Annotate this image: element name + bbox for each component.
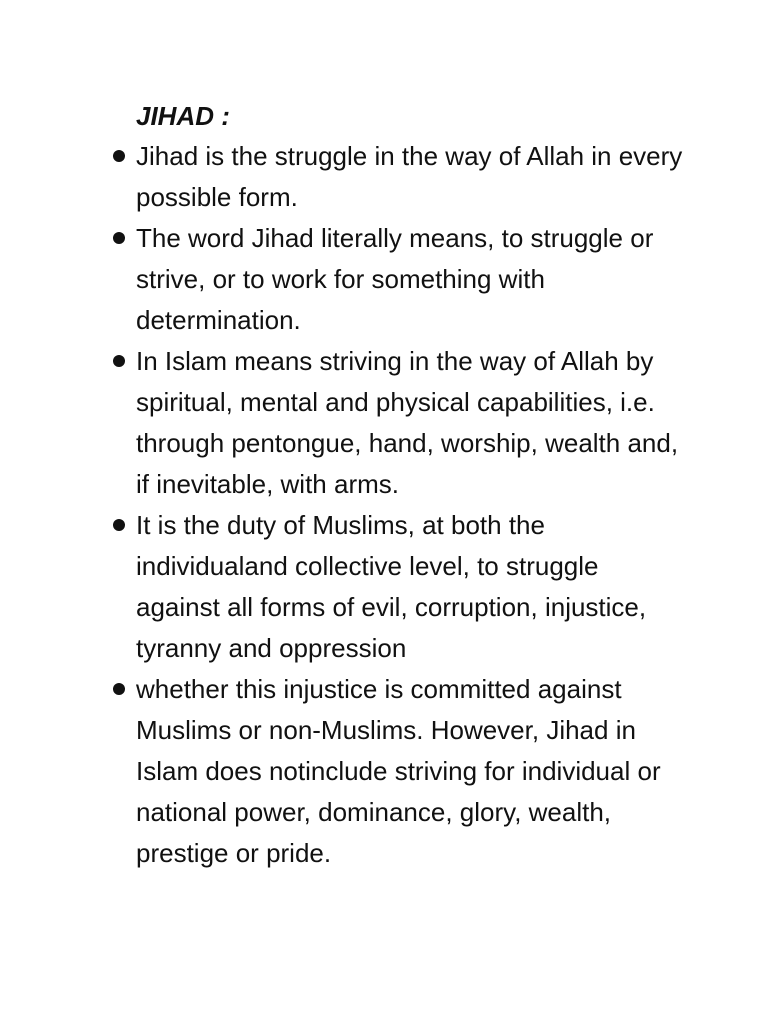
bullet-text: It is the duty of Muslims, at both the individualand collective level, to struggle against all forms of evil, corruption, injustice, tyranny and oppression [136,510,647,663]
bullet-icon [113,683,125,695]
bullet-item-4 [0,505,768,669]
bullet-item-2 [0,218,768,341]
bullet-icon [113,150,125,162]
bullet-text: whether this injustice is committed against Muslims or non-Muslims. However, Jihad in Islam does notinclude striving for individual or national power, dominance, glory, wealth, prestige or pride. [136,674,661,868]
bullet-text: The word Jihad literally means, to struggle or strive, or to work for something with determination. [136,223,654,335]
bullet-icon [113,232,125,244]
bullet-text: In Islam means striving in the way of Allah by spiritual, mental and physical capabilities, i.e. through pentongue, hand, worship, wealth and, if inevitable, with arms. [136,346,679,499]
bullet-icon [113,519,125,531]
bullet-item-5 [0,669,768,874]
bullet-list [0,136,768,874]
bullet-item-3 [0,341,768,505]
bullet-text: Jihad is the struggle in the way of Allah in every possible form. [136,141,683,212]
document-title: JIHAD : [136,101,230,131]
bullet-item-1 [0,136,768,218]
bullet-icon [113,355,125,367]
